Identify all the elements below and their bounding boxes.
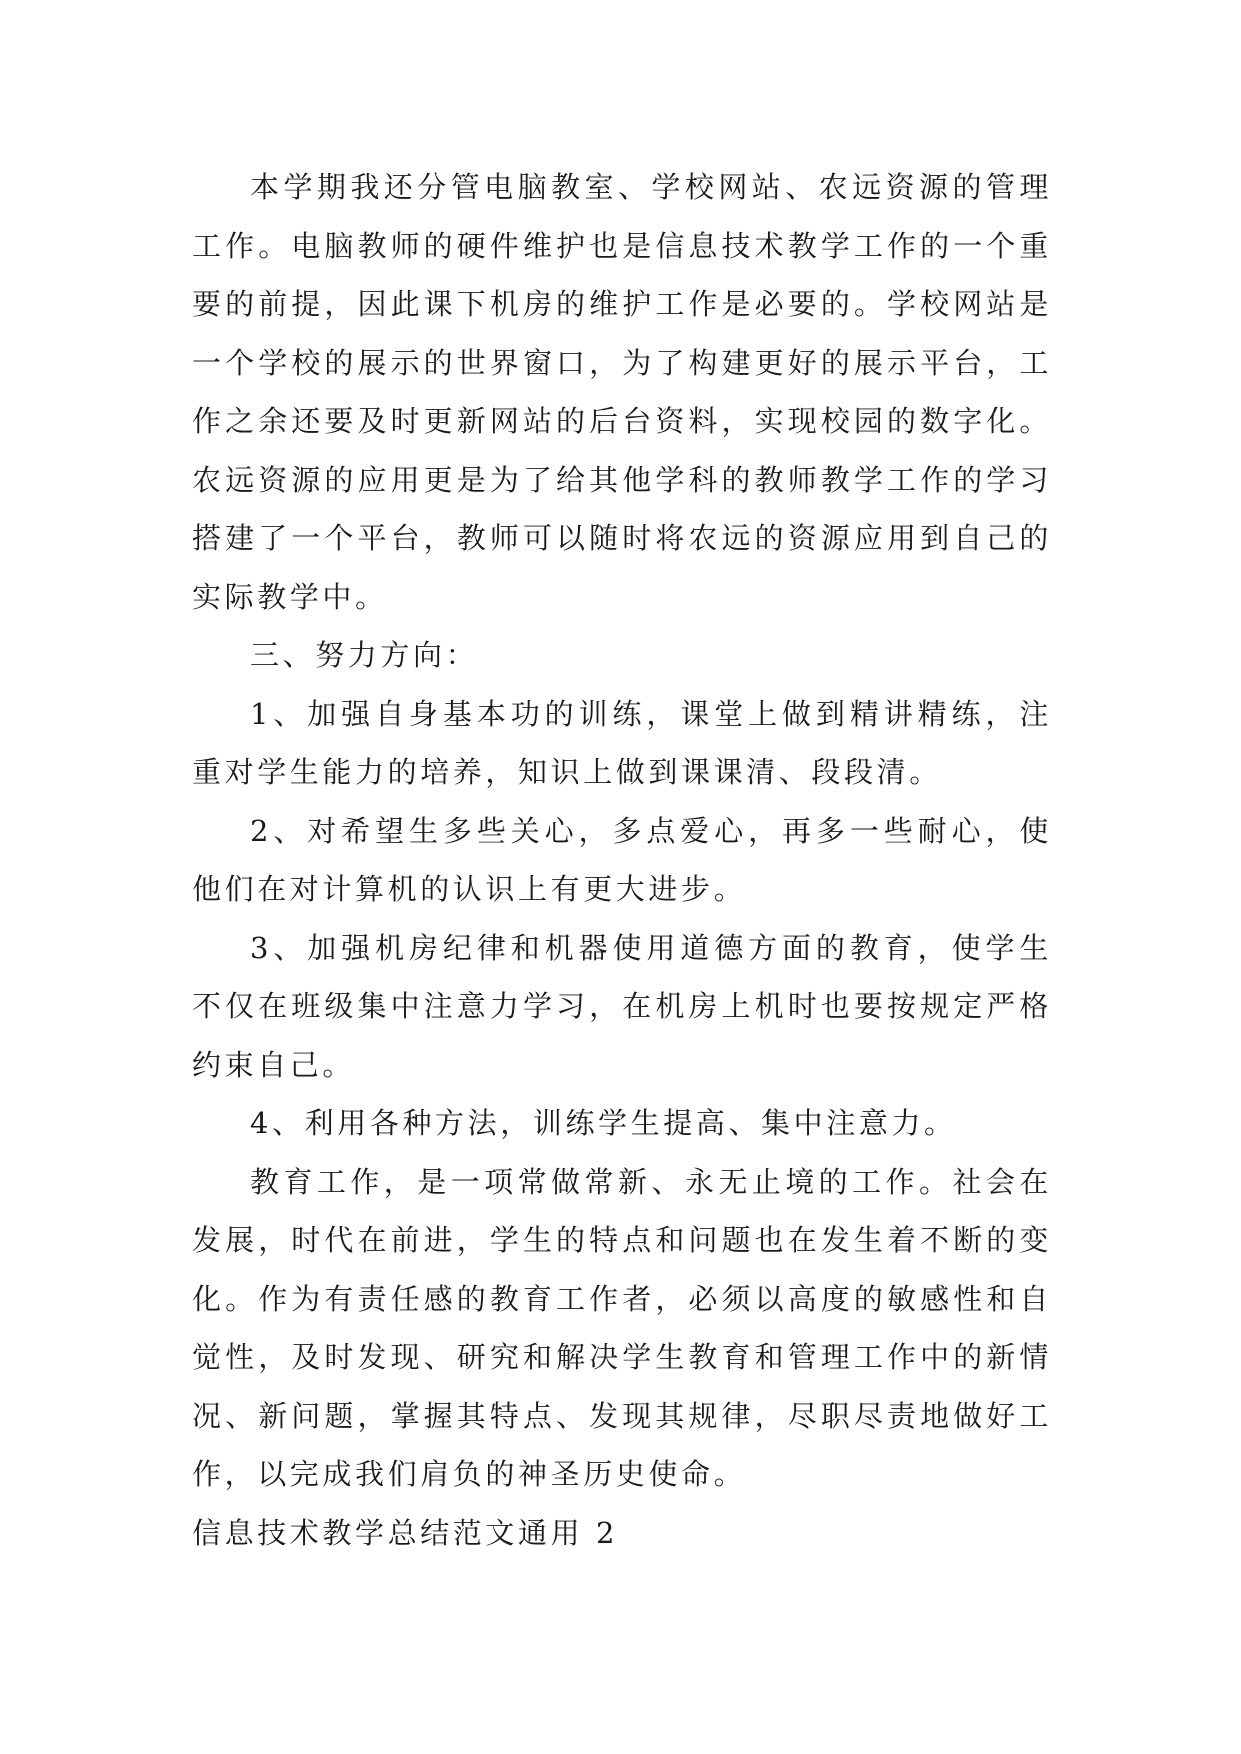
- list-item-2: 2、对希望生多些关心，多点爱心，再多一些耐心，使他们在对计算机的认识上有更大进步。: [192, 813, 1052, 906]
- paragraph-duties: 本学期我还分管电脑教室、学校网站、农远资源的管理工作。电脑教师的硬件维护也是信息技术教学工作的一个重要的前提，因此课下机房的维护工作是必要的。学校网站是一个学校的展示的世界窗口，为了构建更好的展示平台，工作之余还要及时更新网站的后台资料，实现校园的数字化。农远资源的应用更是为了给其他学科的教师教学工作的学习搭建了一个平台，教师可以随时将农远的资源应用到自己的实际教学中。: [192, 170, 1052, 614]
- document-body: [192, 158, 1052, 1562]
- next-section-title: 信息技术教学总结范文通用 2: [192, 1515, 619, 1550]
- list-item-4: 4、利用各种方法，训练学生提高、集中注意力。: [250, 1106, 957, 1140]
- paragraph-conclusion: 教育工作，是一项常做常新、永无止境的工作。社会在发展，时代在前进，学生的特点和问题也在发生着不断的变化。作为有责任感的教育工作者，必须以高度的敏感性和自觉性，及时发现、研究和解决学生教育和管理工作中的新情况、新问题，掌握其特点、发现其规律，尽职尽责地做好工作，以完成我们肩负的神圣历史使命。: [192, 1164, 1052, 1491]
- list-item-1: 1、加强自身基本功的训练，课堂上做到精讲精练，注重对学生能力的培养，知识上做到课课清、段段清。: [192, 696, 1052, 789]
- list-item-3: 3、加强机房纪律和机器使用道德方面的教育，使学生不仅在班级集中注意力学习，在机房上机时也要按规定严格约束自己。: [192, 930, 1052, 1082]
- section-heading-directions: 三、努力方向：: [250, 638, 479, 672]
